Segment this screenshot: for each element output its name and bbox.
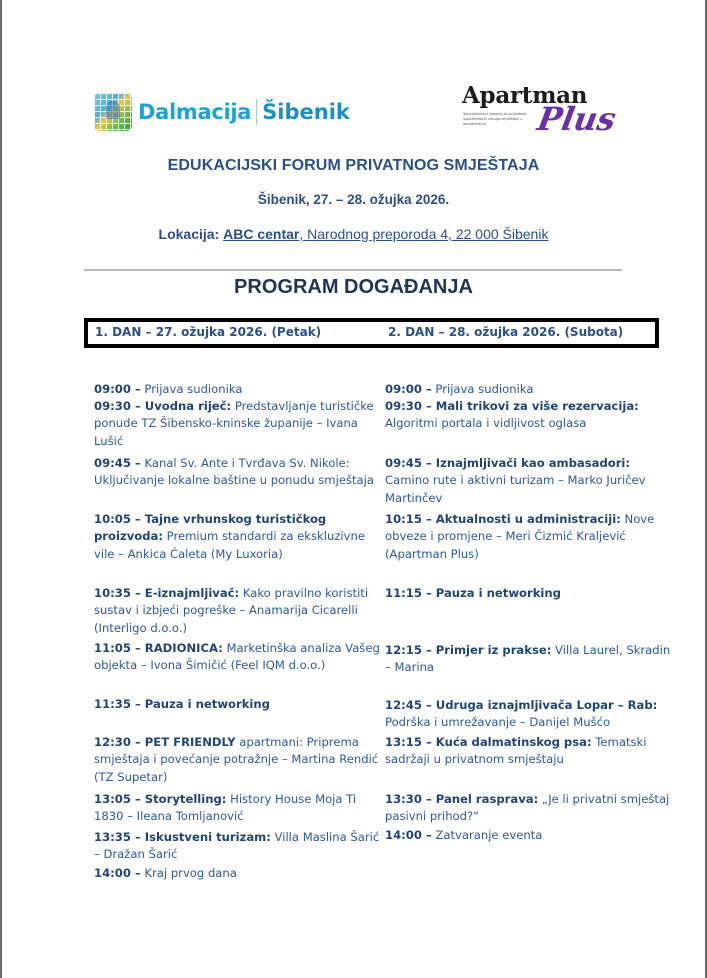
schedule-item: 11:05 – RADIONICA: Marketinška analiza Vašeg objekta – Ivona Šimičić (Feel IQM d.o.o.): [94, 641, 380, 673]
schedule-item: 13:05 – Storytelling: History House Moja Ti 1830 – Ileana Tomljanović: [94, 792, 357, 824]
schedule-item: 09:30 – Uvodna riječ: Predstavljanje turističke ponude TZ Šibensko-kninske županije – Ivana Lušić: [94, 399, 374, 448]
schedule-item: 11:35 – Pauza i networking: [94, 697, 270, 711]
day-header-box: [84, 318, 659, 348]
schedule-item: 12:30 – PET FRIENDLY apartmani: Priprema smještaja i povećanje potražnje – Martina Rendić (TZ Supetar): [94, 735, 379, 784]
page-edge-left: [0, 0, 2, 978]
schedule-item: 10:15 – Aktualnosti u administraciji: Nove obveze i promjene – Meri Čizmić Kraljević (Apartman Plus): [385, 512, 655, 561]
schedule-item: 12:15 – Primjer iz prakse: Villa Laurel, Skradin – Marina: [385, 643, 671, 675]
address-link[interactable]: , Narodnog preporoda 4, 22 000 Šibenik: [299, 226, 549, 242]
schedule-item: 10:05 – Tajne vrhunskog turističkog proizvoda: Premium standardi za ekskluzivne vile – Ankica Ćaleta (My Luxoria): [94, 512, 365, 561]
logo-apartman-text: Apartman: [462, 82, 588, 109]
schedule-item: 09:45 – Kanal Sv. Ante i Tvrđava Sv. Nikole: Uključivanje lokalne baštine u ponudu smještaja: [94, 456, 374, 488]
schedule-item: 09:00 – Prijava sudionika: [385, 382, 534, 396]
day1-header: 1. DAN – 27. ožujka 2026. (Petak): [95, 325, 322, 339]
program-title: PROGRAM DOGAĐANJA: [234, 276, 473, 298]
schedule-item: 13:35 – Iskustveni turizam: Villa Maslina Šarić – Dražan Šarić: [94, 830, 380, 862]
schedule-item: 10:35 – E-iznajmljivač: Kako pravilno koristiti sustav i izbjeći pogreške – Anamarija Cicarelli (Interligo d.o.o.): [94, 586, 369, 635]
logo-tagline: Specijalizirani časopis za pružatelje ugostiteljskih usluga smještaja u domaćinstvu: [463, 112, 527, 126]
location-label: Lokacija:: [158, 226, 220, 242]
schedule-item: 11:15 – Pauza i networking: [385, 586, 561, 600]
logo-plus-text: Plus: [534, 100, 619, 138]
event-dates: Šibenik, 27. – 28. ožujka 2026.: [257, 192, 450, 207]
apartman-plus-logo: [462, 82, 619, 142]
mosaic-emblem-icon: [94, 93, 132, 131]
event-title: EDUKACIJSKI FORUM PRIVATNOG SMJEŠTAJA: [167, 157, 540, 174]
logo-separator: [256, 99, 257, 125]
dalmacija-sibenik-logo: [94, 92, 350, 132]
schedule-item: 09:00 – Prijava sudionika: [94, 382, 243, 396]
logo-dalmacija-text: Dalmacija: [138, 100, 252, 124]
venue-link[interactable]: ABC centar: [223, 226, 300, 242]
schedule-item: 13:30 – Panel rasprava: „Je li privatni smještaj pasivni prihod?“: [385, 792, 670, 824]
schedule-item: 14:00 – Zatvaranje eventa: [385, 828, 543, 842]
schedule-item: 09:45 – Iznajmljivači kao ambasadori: Camino rute i aktivni turizam – Marko Juričev Martinčev: [385, 456, 646, 505]
schedule-item: 13:15 – Kuća dalmatinskog psa: Tematski sadržaji u privatnom smještaju: [385, 735, 647, 767]
schedule-item: 14:00 – Kraj prvog dana: [94, 866, 237, 880]
horizontal-divider: [84, 269, 622, 271]
schedule-item: 12:45 – Udruga iznajmljivača Lopar – Rab: Podrška i umrežavanje – Danijel Mušćo: [385, 698, 658, 730]
logo-sibenik-text: Šibenik: [262, 100, 350, 124]
event-location: [0, 226, 707, 242]
schedule-item: 09:30 – Mali trikovi za više rezervacija: Algoritmi portala i vidljivost oglasa: [385, 399, 639, 431]
day2-header: 2. DAN – 28. ožujka 2026. (Subota): [388, 325, 624, 339]
